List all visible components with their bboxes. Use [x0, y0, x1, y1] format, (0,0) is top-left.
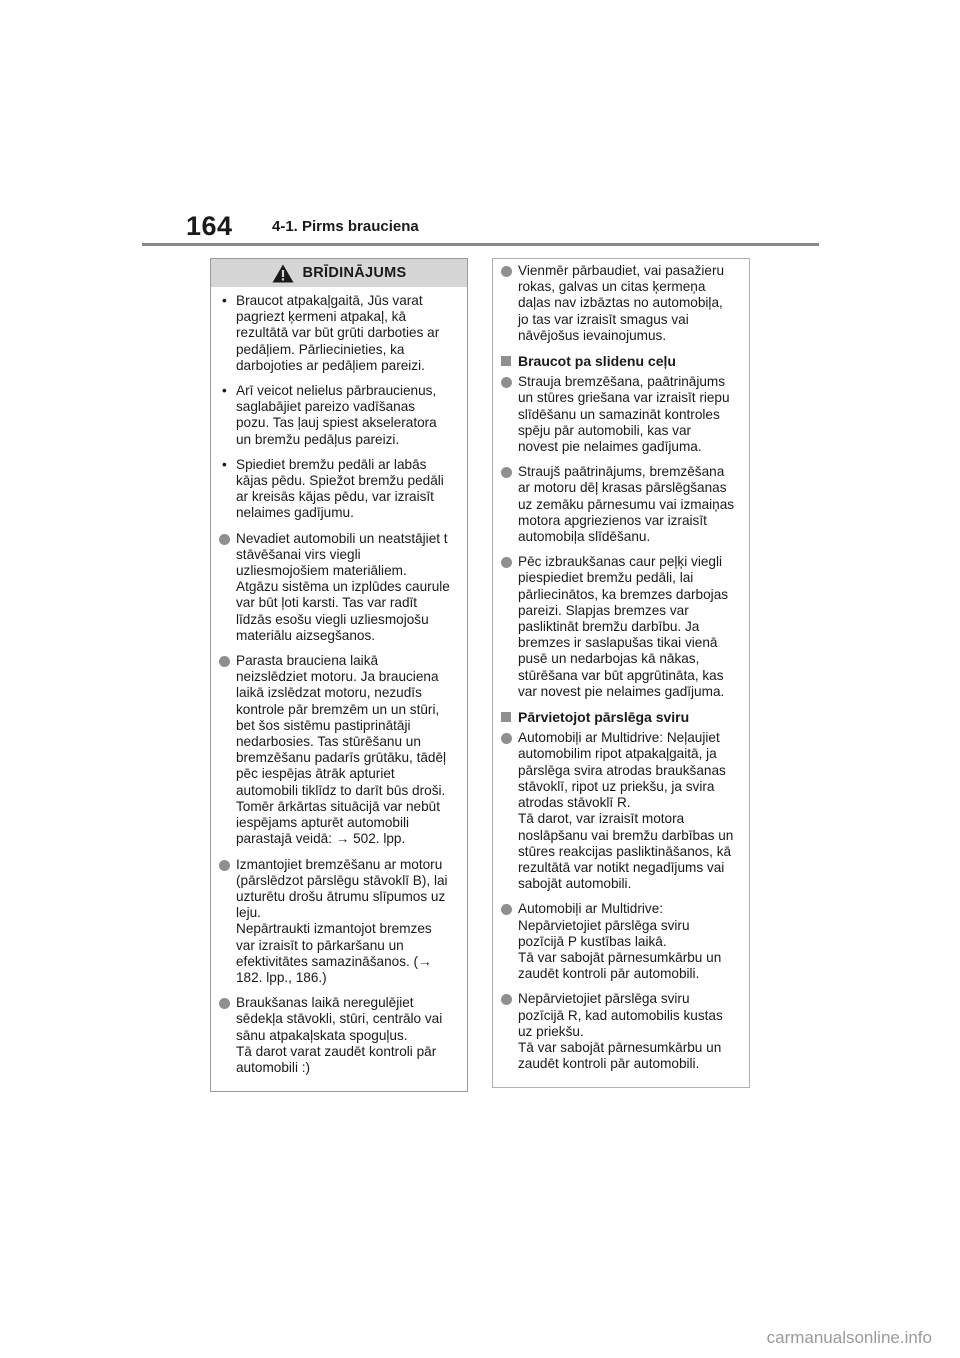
warning-circle-text: Parasta brauciena laikā neizslēdziet motoru. Ja brauciena laikā izslēdzat motoru, nezudīs kontrole pār bremzēm un un stūri, bet šos sistēmu pastiprinātāji nedarbosies. Tas stūrēšanu un bremzēšanu padarīs grūtāku, tādēļ pēc iespējas ātrāk apturiet automobili tiklīdz to darīt būs droši. Tomēr ārkārtas situācijā var nebūt iespējams apturēt automobili parastajā veidā: → 502. lpp.	[236, 653, 447, 847]
circle-bullet-icon	[219, 860, 230, 871]
circle-bullet-icon	[501, 557, 512, 568]
warning-triangle-icon	[272, 264, 294, 283]
watermark-text: carmanualsonline.info	[766, 1328, 932, 1347]
warning-circle-item	[219, 653, 459, 847]
section2-item	[501, 991, 741, 1072]
circle-bullet-icon	[219, 998, 230, 1009]
warning-dash-text: Braucot atpakaļgaitā, Jūs varat pagriezt ķermeni atpakaļ, kā rezultātā var būt grūti darboties ar pedāļiem. Pārliecinieties, ka darbojoties ar pedāļiem pareizi.	[236, 293, 440, 373]
bullet-mark: •	[222, 293, 227, 308]
square-bullet-icon	[501, 356, 511, 366]
section2-text: Automobiļi ar Multidrive: Neļaujiet automobilim ripot atpakaļgaitā, ja pārslēga svira atrodas braukšanas stāvoklī, ripot uz priekšu, ja svira atrodas stāvoklī R. Tā darot, var izraisīt motora noslāpšanu vai bremžu darbības un stūres reakcijas pasliktināšanos, kā rezultātā var notikt negadījums vai sabojāt automobili.	[518, 730, 734, 892]
section1-item	[501, 464, 741, 545]
warning-circle-text: Braukšanas laikā neregulējiet sēdekļa stāvokli, stūri, centrālo vai sānu atpakaļskata spoguļus. Tā darot varat zaudēt kontroli pār automobili :)	[236, 995, 443, 1075]
section1-item	[501, 554, 741, 700]
section-title: 4-1. Pirms brauciena	[272, 218, 419, 235]
warning-dash-item	[219, 457, 459, 522]
header-divider	[142, 243, 819, 246]
circle-bullet-icon	[501, 904, 512, 915]
warning-dash-item	[219, 383, 459, 448]
section2-text: Automobiļi ar Multidrive: Nepārvietojiet pārslēga sviru pozīcijā P kustības laikā. Tā var sabojāt pārnesumkārbu un zaudēt kontroli pār automobili.	[518, 901, 722, 982]
warning-box	[210, 258, 468, 1092]
square-bullet-icon	[501, 712, 511, 722]
warning-circle-text: Nevadiet automobili un neatstājiet t stāvēšanai virs viegli uzliesmojošiem materiāliem. Atgāzu sistēma un izplūdes caurule var būt ļoti karsti. Tas var radīt līdzās esošu viegli uzliesmojošu materiālu aizsegšanos.	[236, 530, 450, 643]
bullet-mark: •	[222, 383, 227, 399]
circle-bullet-icon	[501, 266, 512, 277]
page-number: 164	[186, 211, 233, 241]
warning-circle-item	[219, 857, 459, 987]
section2-text: Nepārvietojiet pārslēga sviru pozīcijā R, kad automobilis kustas uz priekšu. Tā var sabojāt pārnesumkārbu un zaudēt kontroli pār automobili.	[518, 991, 723, 1072]
circle-bullet-icon	[219, 534, 230, 545]
circle-bullet-icon	[501, 467, 512, 478]
section-heading-text: Braucot pa slidenu ceļu	[518, 353, 676, 370]
warning-circle-item	[219, 995, 459, 1076]
intro-circle-item	[501, 263, 741, 344]
section2-item	[501, 730, 741, 892]
page-header	[0, 0, 960, 250]
section1-item	[501, 374, 741, 455]
warning-header	[211, 259, 467, 287]
circle-bullet-icon	[501, 377, 512, 388]
warning-content	[211, 287, 467, 1076]
warning-circle-item	[219, 531, 459, 644]
section-heading-shift-lever	[501, 709, 741, 725]
section1-text: Strauja bremzēšana, paātrinājums un stūres griešana var izraisīt riepu slīdēšanu un samazināt kontroles spēju pār automobili, kas var novest pie nelaimes gadījuma.	[518, 374, 730, 455]
section1-text: Pēc izbraukšanas caur peļķi viegli piespiediet bremžu pedāli, lai pārliecinātos, ka bremzes darbojas pareizi. Slapjas bremzes var pasliktināt bremžu darbību. Ja bremzes ir saslapušas tikai vienā pusē un nedarbojas kā nākas, stūrēšana var būt apgrūtināta, kas var novest pie nelaimes gadījuma.	[518, 554, 729, 699]
warning-dash-text: Arī veicot nelielus pārbraucienus, saglabājiet pareizo vadīšanas pozu. Tas ļauj spiest akseleratora un bremžu pedāļus pareizi.	[236, 383, 437, 447]
warning-circle-text: Izmantojiet bremzēšanu ar motoru (pārslēdzot pārslēgu stāvoklī B), lai uzturētu drošu ātrumu slīpumos uz leju. Nepārtraukti izmantojot bremzes var izraisīt to pārkaršanu un efektivitātes samazināšanos. (→ 182. lpp., 186.)	[236, 856, 448, 985]
warning-title: BRĪDINĀJUMS	[302, 265, 407, 281]
bullet-mark: •	[222, 456, 227, 472]
section-heading-slippery-road	[501, 353, 741, 369]
section2-item	[501, 901, 741, 982]
circle-bullet-icon	[501, 733, 512, 744]
section-heading-text: Pārvietojot pārslēga sviru	[518, 709, 690, 726]
warning-continued-box	[492, 258, 750, 1088]
section1-text: Straujš paātrinājums, bremzēšana ar motoru dēļ krasas pārslēgšanas uz zemāku pārnesumu vai izmaiņas motora apgriezienos var izraisīt automobiļa slīdēšanu.	[518, 464, 735, 545]
intro-text: Vienmēr pārbaudiet, vai pasažieru rokas, galvas un citas ķermeņa daļas nav izbāztas no automobiļa, jo tas var izraisīt smagus vai nāvējošus ievainojumus.	[518, 263, 725, 343]
circle-bullet-icon	[219, 656, 230, 667]
warning-dash-text: Spiediet bremžu pedāli ar labās kājas pēdu. Spiežot bremžu pedāli ar kreisās kājas pēdu, var izraisīt nelaimes gadījumu.	[236, 456, 444, 521]
warning-dash-item	[219, 293, 459, 374]
circle-bullet-icon	[501, 994, 512, 1005]
